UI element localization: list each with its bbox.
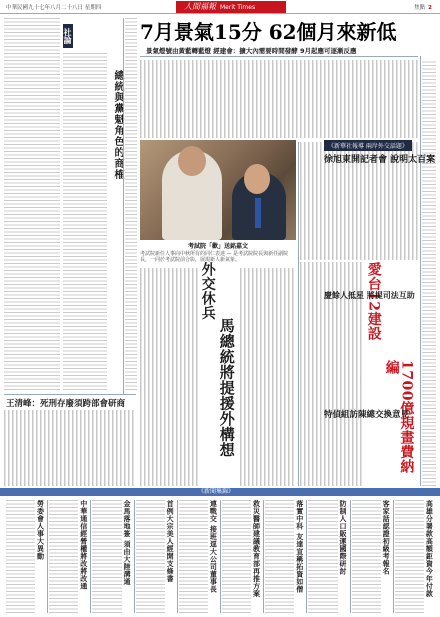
- diplomacy-headline-a: 外交休兵: [199, 262, 216, 320]
- photo-tie: [255, 198, 261, 228]
- masthead-name: 人間福報: [184, 2, 216, 11]
- right-headline-1: 徐旭東開記者會 說明太百案: [324, 155, 436, 165]
- divider: [350, 500, 351, 613]
- budget-headline-b: 1700億規畫費納編: [383, 360, 415, 474]
- diplomacy-story-text-left: [140, 268, 200, 486]
- divider: [220, 500, 221, 613]
- photo-head-right: [244, 164, 270, 194]
- divider: [90, 500, 91, 613]
- divider: [393, 500, 394, 613]
- bottom-story-headline: 中華通信經營權將改將改通: [79, 500, 89, 590]
- editorial-text-block-2: [63, 52, 107, 390]
- story-headline-death-penalty: 王清峰：死刑存廢須跨部會研商: [6, 399, 126, 409]
- main-story-text: [140, 60, 418, 138]
- bottom-story-text: [179, 500, 208, 613]
- right-column-tag: 《新華社報導 兩岸外交話題》: [324, 140, 412, 151]
- budget-headline-a: 愛台12建設: [365, 262, 382, 341]
- divider: [47, 500, 48, 613]
- right-column-text: [422, 60, 436, 486]
- story-text-death-penalty: [4, 410, 136, 486]
- editorial-text-block-1: [4, 18, 60, 390]
- photo-caption: [140, 244, 296, 264]
- bottom-story-text: [222, 500, 251, 613]
- bottom-story-text: [6, 500, 35, 613]
- diplomacy-headline-b: 馬總統將提援外構想: [217, 318, 236, 458]
- editorial-text-block-3: [125, 18, 137, 390]
- news-roundup-label: 《新聞集錦》: [198, 488, 235, 495]
- right-headline-2: 慶餘人抵星 將提司法互助: [324, 290, 415, 300]
- bottom-story-text: [92, 500, 121, 613]
- bottom-story-headline: 救災醫師建議教育部再推方案: [252, 500, 262, 598]
- divider: [420, 56, 421, 486]
- bottom-story-text: [308, 500, 337, 613]
- bottom-story-headline: 首例大宗美人經開支條書: [166, 500, 176, 583]
- photo-caption-title: 考試院「歡」送銘嘉文: [187, 243, 248, 250]
- divider: [306, 500, 307, 613]
- top-bar: [0, 0, 440, 14]
- right-headline-3: 特偵組訪陳總交換意見: [324, 410, 410, 420]
- bottom-story-headline: 防制人口販運國際研討: [338, 500, 348, 575]
- main-subhead: 景氣燈號由黃藍轉藍燈 經建會：擴大內需要時間發酵 9月起應可逐漸反應: [146, 47, 357, 55]
- bottom-story-headline: 勞委會人事大異動: [36, 500, 46, 560]
- divider: [134, 500, 135, 613]
- divider: [177, 500, 178, 613]
- editorial-tag: 社論: [63, 24, 73, 48]
- bottom-story-headline: 客家話認證初級考報名: [382, 500, 392, 575]
- divider: [140, 56, 418, 57]
- bottom-story-headline: 金馬落地簽 須由大陸溝通: [122, 500, 132, 586]
- masthead-english: Merit Times: [220, 4, 256, 11]
- divider: [4, 394, 136, 395]
- masthead-logo: [176, 1, 286, 13]
- main-headline: 7月景氣15分 62個月來新低: [140, 20, 397, 44]
- bottom-story-text: [49, 500, 78, 613]
- section-label: [414, 3, 432, 11]
- photo-head-left: [178, 146, 206, 176]
- diplomacy-story-text-right: [240, 268, 294, 486]
- news-photo: [140, 140, 296, 240]
- bottom-story-headline: 連戰交 接班逕大公司董事長: [209, 500, 219, 593]
- bottom-story-text: [265, 500, 294, 613]
- page-number: 2: [428, 5, 432, 11]
- issue-date: 中華民國九十七年八月二十八日 星期四: [6, 5, 102, 11]
- bottom-story-text: [395, 500, 424, 613]
- bottom-story-headline: 高雄分署款高額鉅資今年付款: [425, 500, 435, 598]
- section-name: 焦點: [414, 5, 426, 11]
- divider: [298, 142, 299, 486]
- divider: [123, 18, 124, 394]
- bottom-story-text: [352, 500, 381, 613]
- divider: [263, 500, 264, 613]
- bottom-story-headline: 落實中科 友達宣稱拓資如僧: [295, 500, 305, 593]
- bottom-story-text: [136, 500, 165, 613]
- photo-caption-text: 考試院新任人事向中秋所有的同仁表達 — 是考試院院長與新任副院長，一同於考試院前合影，展現新人新氣象。: [140, 251, 289, 263]
- editorial-title: 總統與黨魁角色的商榷: [112, 70, 123, 180]
